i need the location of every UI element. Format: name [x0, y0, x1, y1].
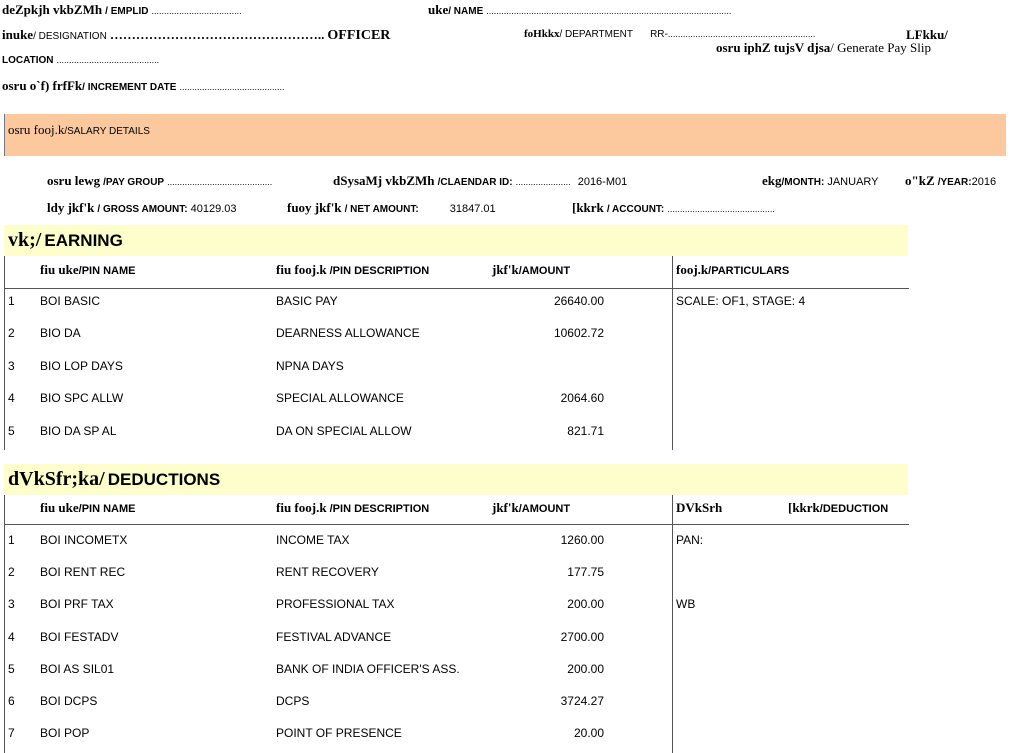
name-field: [428, 2, 731, 18]
salary-details-title-hi: osru fooj.k: [8, 122, 65, 137]
pin-name-cell: BOI POP: [40, 726, 90, 741]
month-label-en: /MONTH:: [781, 177, 825, 188]
particulars-cell: WB: [676, 597, 696, 612]
calendar-id-label-hi: dSysaMj vkbZMh: [333, 173, 435, 188]
earning-header-rule: [4, 288, 909, 289]
row-number: 4: [8, 629, 15, 644]
month-value: JANUARY: [827, 176, 879, 188]
row-number: 7: [8, 726, 15, 741]
pin-name-cell: BOI BASIC: [40, 294, 101, 308]
location-label-hi-text: LFkku/: [906, 27, 948, 42]
earning-title-en: EARNING: [44, 231, 123, 250]
salary-details-title: [8, 122, 150, 138]
deductions-col-pin-name: [40, 500, 136, 516]
deductions-col-deduction-hi: DVkSrh: [676, 500, 723, 515]
deductions-title-en: DEDUCTIONS: [107, 470, 221, 489]
deductions-col-pin-desc-en: /PIN DESCRIPTION: [329, 503, 430, 515]
year-value: 2016: [971, 176, 997, 188]
pin-name-cell: BIO LOP DAYS: [40, 358, 123, 373]
amount-cell: 20.00: [573, 726, 604, 741]
generate-pay-slip-label-hi: osru iphZ tujsV djsa: [716, 40, 831, 55]
deductions-col-amount: [492, 500, 570, 516]
pin-description-cell: PROFESSIONAL TAX: [276, 597, 395, 612]
account-label-en: / ACCOUNT:: [606, 204, 665, 215]
row-number: 5: [8, 423, 15, 438]
increment-date-field: [2, 78, 285, 94]
pin-description-cell: DEARNESS ALLOWANCE: [276, 326, 420, 341]
row-number: 3: [8, 358, 15, 373]
increment-date-label-hi: osru o`f) frfFk: [2, 78, 83, 93]
amount-cell: 200.00: [567, 661, 604, 676]
row-number: 6: [8, 694, 15, 708]
emp-id-field: [2, 2, 242, 18]
earning-col-pin-desc: [276, 262, 429, 278]
net-amount-label-hi: fuoy jkf'k: [287, 200, 342, 215]
net-amount-field: [287, 200, 496, 216]
name-label-hi: uke: [428, 2, 449, 17]
earning-col-pin-desc-hi: fiu fooj.k: [276, 262, 327, 277]
earning-col-pin-name-en: /PIN NAME: [78, 265, 136, 277]
pin-description-cell: DCPS: [276, 694, 310, 708]
row-number: 2: [8, 326, 15, 341]
emp-id-label-hi: deZpkjh vkbZMh: [2, 2, 103, 17]
amount-cell: 2064.60: [560, 391, 604, 406]
pin-name-cell: BOI DCPS: [40, 694, 98, 708]
deductions-section-header: [4, 464, 908, 495]
location-label-en: LOCATION: [2, 55, 54, 66]
row-number: 5: [8, 661, 15, 676]
designation-field: [2, 27, 390, 44]
deductions-col-account-en: /DEDUCTION: [819, 503, 889, 515]
salary-details-title-en: /SALARY DETAILS: [64, 126, 150, 137]
calendar-id-dots: ......................: [515, 177, 571, 187]
amount-cell: 3724.27: [560, 694, 604, 708]
increment-date-label-en: / INCREMENT DATE: [82, 82, 177, 93]
name-label-en: / NAME: [448, 6, 484, 17]
earning-col-pin-desc-en: /PIN DESCRIPTION: [329, 265, 430, 277]
pin-name-cell: BOI FESTADV: [40, 629, 119, 644]
salary-details-band: [4, 114, 1006, 156]
deductions-col-amount-en: /AMOUNT: [518, 503, 571, 515]
amount-cell: 10602.72: [553, 326, 604, 341]
month-field: [762, 173, 879, 189]
calendar-id-field: [333, 173, 627, 189]
amount-cell: 1260.00: [560, 533, 604, 547]
row-number: 1: [8, 294, 15, 308]
pay-group-dots: ..........................................: [167, 177, 273, 187]
designation-label-en: / DESIGNATION: [33, 31, 107, 42]
amount-cell: 177.75: [567, 565, 604, 580]
net-amount-label-en: / NET AMOUNT:: [344, 204, 419, 215]
deductions-col-account: [788, 500, 888, 516]
emp-id-dots: ....................................: [151, 6, 242, 16]
deductions-title-hi: dVkSfr;ka/: [8, 468, 105, 490]
earning-col-particulars-hi: fooj.k: [676, 262, 709, 277]
designation-dots: …………………………………………..: [109, 27, 325, 42]
amount-cell: 821.71: [567, 423, 604, 438]
earning-particulars-divider: [672, 256, 673, 450]
earning-col-pin-name-hi: fiu uke: [40, 262, 79, 277]
deductions-col-amount-hi: jkf'k: [492, 500, 519, 515]
department-label-en: / DEPARTMENT: [559, 29, 633, 40]
gross-amount-label-en: / GROSS AMOUNT:: [97, 204, 188, 215]
pin-description-cell: POINT OF PRESENCE: [276, 726, 402, 741]
deductions-header-rule: [4, 524, 909, 525]
pin-name-cell: BOI PRF TAX: [40, 597, 114, 612]
earning-col-amount: [492, 262, 570, 278]
deductions-left-border: [4, 495, 5, 753]
net-amount-value: 31847.01: [449, 203, 496, 215]
pin-name-cell: BIO DA SP AL: [40, 423, 117, 438]
department-label-hi: foHkkx: [524, 28, 560, 40]
generate-pay-slip-link[interactable]: [716, 40, 931, 56]
gross-amount-field: [47, 200, 237, 216]
row-number: 1: [8, 533, 15, 547]
pin-name-cell: BIO SPC ALLW: [40, 391, 124, 406]
deductions-col-deduction: [676, 500, 722, 516]
pin-description-cell: NPNA DAYS: [276, 358, 344, 373]
deductions-col-account-hi: [kkrk: [788, 500, 820, 515]
department-dots: ...........................................................: [667, 29, 816, 39]
deductions-title: [8, 468, 220, 491]
increment-date-dots: ..........................................: [179, 82, 285, 92]
pay-group-label-en: /PAY GROUP: [103, 177, 165, 188]
pin-description-cell: DA ON SPECIAL ALLOW: [276, 423, 412, 438]
calendar-id-label-en: /CLAENDAR ID:: [437, 177, 513, 188]
designation-label-hi: inuke: [2, 27, 34, 42]
pin-name-cell: BOI AS SIL01: [40, 661, 115, 676]
particulars-cell: PAN:: [676, 533, 704, 547]
designation-value: OFFICER: [327, 28, 391, 43]
particulars-cell: SCALE: OF1, STAGE: 4: [676, 294, 806, 308]
earning-col-amount-en: /AMOUNT: [518, 265, 571, 277]
pin-description-cell: INCOME TAX: [276, 533, 350, 547]
pin-description-cell: BANK OF INDIA OFFICER'S ASS.: [276, 661, 460, 676]
earning-section-header: [4, 225, 908, 256]
earning-left-border: [4, 256, 5, 450]
amount-cell: 200.00: [567, 597, 604, 612]
row-number: 4: [8, 391, 15, 406]
account-label-hi: [kkrk: [572, 200, 604, 215]
row-number: 2: [8, 565, 15, 580]
deductions-col-pin-name-en: /PIN NAME: [78, 503, 136, 515]
deductions-particulars-divider: [672, 495, 673, 753]
pay-group-label-hi: osru lewg: [47, 173, 101, 188]
month-label-hi: ekg: [762, 173, 782, 188]
pin-name-cell: BIO DA: [40, 326, 81, 341]
pay-group-field: [47, 173, 272, 189]
deductions-col-pin-desc: [276, 500, 429, 516]
account-dots: ...........................................: [667, 204, 775, 214]
amount-cell: 2700.00: [560, 629, 604, 644]
year-label-en: /YEAR:: [937, 177, 972, 188]
earning-title: [8, 229, 123, 252]
location-field: [2, 54, 159, 66]
year-label-hi: o"kZ: [905, 173, 935, 188]
gross-amount-value: 40129.03: [190, 203, 237, 215]
generate-pay-slip-label-en: / Generate Pay Slip: [830, 40, 932, 55]
deductions-col-pin-desc-hi: fiu fooj.k: [276, 500, 327, 515]
pin-name-cell: BOI RENT REC: [40, 565, 126, 580]
earning-col-amount-hi: jkf'k: [492, 262, 519, 277]
year-field: [905, 173, 996, 189]
earning-col-particulars: [676, 262, 789, 278]
pin-description-cell: FESTIVAL ADVANCE: [276, 629, 392, 644]
location-dots: .........................................: [56, 55, 160, 65]
department-value: RR-: [650, 29, 668, 40]
emp-id-label-en: / EMPLID: [105, 6, 149, 17]
amount-cell: 26640.00: [553, 294, 604, 308]
deductions-col-pin-name-hi: fiu uke: [40, 500, 79, 515]
earning-title-hi: vk;/: [8, 229, 42, 251]
row-number: 3: [8, 597, 15, 612]
pin-description-cell: BASIC PAY: [276, 294, 338, 308]
department-field: [524, 28, 815, 40]
pin-description-cell: SPECIAL ALLOWANCE: [276, 391, 404, 406]
earning-col-particulars-en: /PARTICULARS: [708, 265, 790, 277]
calendar-id-value: 2016-M01: [577, 176, 628, 188]
earning-col-pin-name: [40, 262, 136, 278]
account-field: [572, 200, 775, 216]
pin-name-cell: BOI INCOMETX: [40, 533, 128, 547]
pin-description-cell: RENT RECOVERY: [276, 565, 379, 580]
gross-amount-label-hi: ldy jkf'k: [47, 200, 95, 215]
name-dots: ..................................................................................................: [486, 6, 732, 16]
